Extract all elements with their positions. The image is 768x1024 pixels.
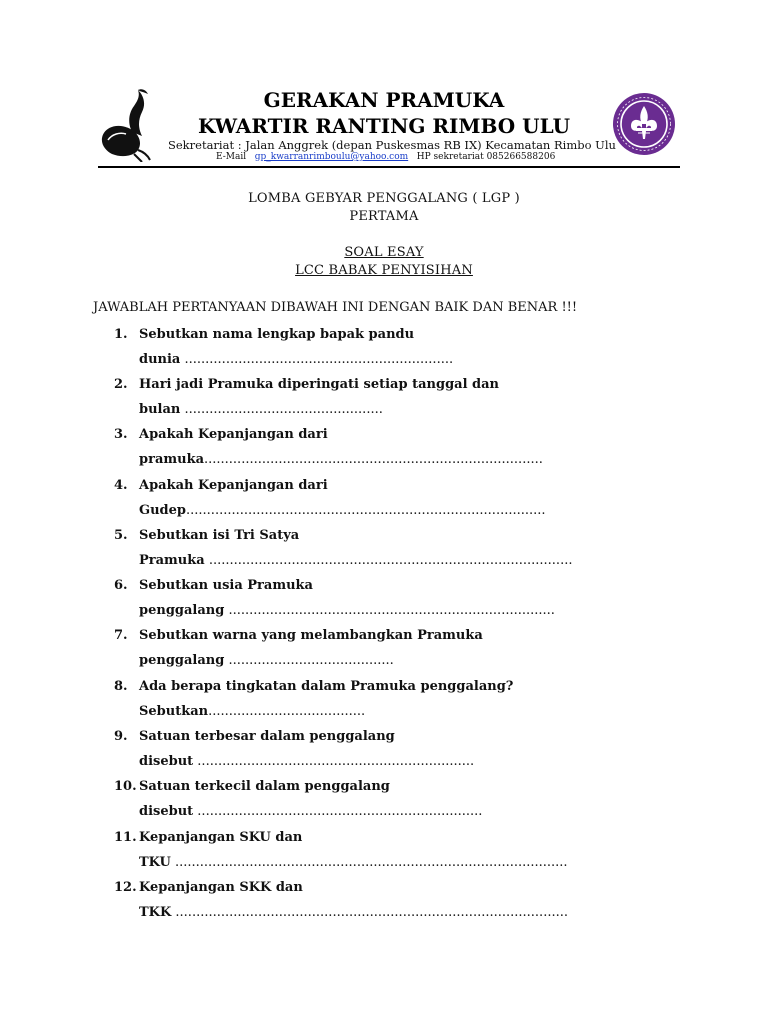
question-continuation: pramuka	[139, 452, 204, 467]
question-number: 1.	[114, 327, 128, 342]
answer-blank[interactable]: .....................................................................	[193, 804, 483, 819]
question-text: Satuan terkecil dalam penggalang	[139, 779, 390, 794]
question-text: Apakah Kepanjangan dari	[139, 478, 328, 493]
question-number: 5.	[114, 528, 128, 543]
instruction-text: JAWABLAH PERTANYAAN DIBAWAH INI DENGAN BAIK DAN BENAR !!!	[93, 300, 578, 315]
email-label: E-Mail	[216, 152, 247, 162]
question-number: 2.	[114, 377, 128, 392]
competition-edition: PERTAMA	[349, 209, 419, 224]
answer-line[interactable]	[139, 603, 555, 618]
question-continuation: disebut	[139, 754, 194, 769]
answer-blank[interactable]: ..................................................................................	[204, 452, 543, 467]
phone-number: HP sekretariat 085266588206	[416, 152, 556, 162]
question-item	[0, 578, 768, 628]
question-item	[0, 427, 768, 477]
organization-name: GERAKAN PRAMUKA	[263, 88, 505, 112]
question-number: 7.	[114, 628, 128, 643]
answer-line[interactable]	[139, 452, 543, 467]
question-text: Sebutkan isi Tri Satya	[139, 528, 300, 543]
answer-blank[interactable]: ......................................	[208, 704, 366, 719]
question-item	[0, 679, 768, 729]
question-number: 11.	[114, 830, 137, 845]
question-item	[0, 528, 768, 578]
answer-line[interactable]	[139, 352, 453, 367]
question-number: 4.	[114, 478, 128, 493]
question-continuation: Gudep	[139, 503, 187, 518]
question-continuation: disebut	[139, 804, 194, 819]
question-item	[0, 779, 768, 829]
question-continuation: bulan	[139, 402, 181, 417]
question-continuation: Sebutkan	[139, 704, 209, 719]
question-item	[0, 880, 768, 930]
question-text: Satuan terbesar dalam penggalang	[139, 729, 395, 744]
exam-type: SOAL ESAY	[344, 245, 424, 260]
secretariat-address: Sekretariat : Jalan Anggrek (depan Puskesmas RB IX) Kecamatan Rimbo Ulu	[168, 138, 616, 152]
question-continuation: penggalang	[139, 653, 225, 668]
answer-line[interactable]	[139, 553, 572, 568]
question-text: Kepanjangan SKU dan	[139, 830, 303, 845]
question-text: Apakah Kepanjangan dari	[139, 427, 328, 442]
answer-line[interactable]	[139, 402, 383, 417]
question-item	[0, 478, 768, 528]
question-continuation: TKU	[139, 855, 171, 870]
answer-line[interactable]	[139, 754, 474, 769]
branch-name: KWARTIR RANTING RIMBO ULU	[197, 114, 571, 138]
question-text: Sebutkan nama lengkap bapak pandu	[139, 327, 415, 342]
answer-blank[interactable]: .......................................................................................	[186, 503, 546, 518]
answer-blank[interactable]: ...................................................................	[193, 754, 475, 769]
question-number: 9.	[114, 729, 128, 744]
question-continuation: Pramuka	[139, 553, 205, 568]
answer-line[interactable]	[139, 804, 482, 819]
question-item	[0, 628, 768, 678]
question-number: 6.	[114, 578, 128, 593]
round-name: LCC BABAK PENYISIHAN	[295, 263, 473, 278]
competition-title: LOMBA GEBYAR PENGGALANG ( LGP )	[248, 191, 520, 206]
question-text: Sebutkan usia Pramuka	[139, 578, 313, 593]
answer-blank[interactable]: ...............................................................................................	[170, 855, 568, 870]
question-item	[0, 729, 768, 779]
question-item	[0, 327, 768, 377]
answer-blank[interactable]: ...............................................................................................	[171, 905, 568, 920]
answer-line[interactable]	[139, 905, 568, 920]
question-number: 12.	[114, 880, 137, 895]
question-number: 3.	[114, 427, 128, 442]
question-text: Kepanjangan SKK dan	[139, 880, 303, 895]
question-text: Ada berapa tingkatan dalam Pramuka penggalang?	[139, 679, 514, 694]
answer-blank[interactable]: ................................................	[180, 402, 383, 417]
question-continuation: TKK	[139, 905, 172, 920]
email-link[interactable]: gp_kwarranrimboulu@yahoo.com	[254, 152, 409, 162]
question-item	[0, 377, 768, 427]
question-text: Sebutkan warna yang melambangkan Pramuka	[139, 628, 483, 643]
answer-line[interactable]	[139, 503, 546, 518]
answer-blank[interactable]: ........................................................................................	[204, 553, 573, 568]
answer-blank[interactable]: .................................................................	[180, 352, 454, 367]
question-number: 10.	[114, 779, 137, 794]
answer-line[interactable]	[139, 704, 365, 719]
question-text: Hari jadi Pramuka diperingati setiap tanggal dan	[139, 377, 500, 392]
question-continuation: dunia	[139, 352, 181, 367]
question-number: 8.	[114, 679, 128, 694]
answer-blank[interactable]: ...............................................................................	[224, 603, 555, 618]
answer-line[interactable]	[139, 653, 394, 668]
answer-blank[interactable]: ........................................	[224, 653, 394, 668]
question-continuation: penggalang	[139, 603, 225, 618]
answer-line[interactable]	[139, 855, 568, 870]
question-item	[0, 830, 768, 880]
